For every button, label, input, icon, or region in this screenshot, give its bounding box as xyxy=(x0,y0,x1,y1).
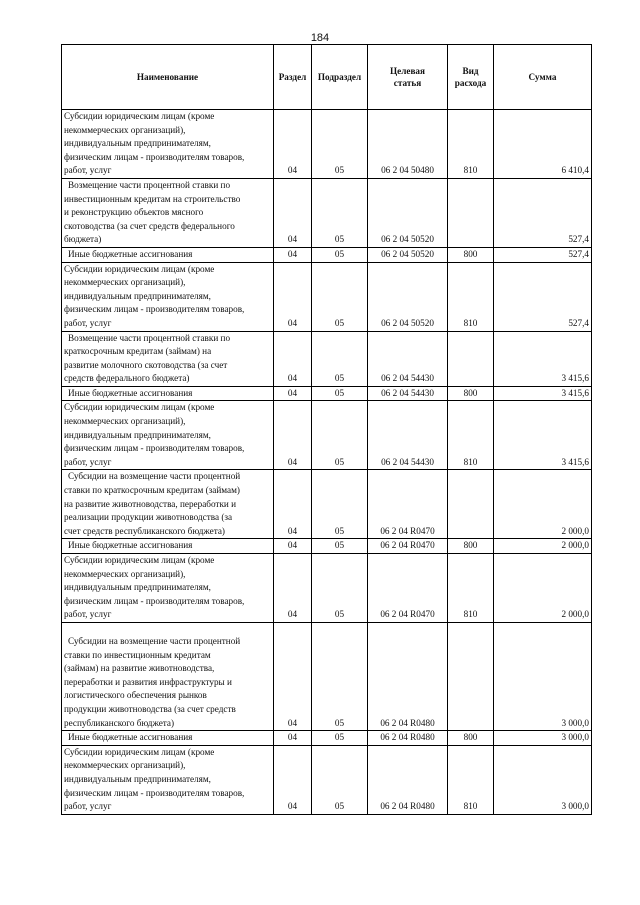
row-section: 04 xyxy=(274,539,312,554)
row-expense-type xyxy=(448,470,494,539)
row-expense-type: 810 xyxy=(448,262,494,331)
table-row xyxy=(62,539,592,554)
row-subsection: 05 xyxy=(312,745,368,814)
table-row xyxy=(62,731,592,746)
row-subsection: 05 xyxy=(312,554,368,623)
row-amount: 2 000,0 xyxy=(494,539,592,554)
row-section: 04 xyxy=(274,622,312,730)
row-amount: 527,4 xyxy=(494,262,592,331)
row-name: Субсидии на возмещение части процентной ставки по инвестиционным кредитам (займам) на развитие животноводства, переработки и развития инфраструктуры и логистического обеспечения рынков продукции животноводства (за счет средств республиканского бюджета) xyxy=(62,622,274,730)
row-section: 04 xyxy=(274,401,312,470)
table-row xyxy=(62,178,592,247)
row-subsection: 05 xyxy=(312,539,368,554)
row-name: Субсидии юридическим лицам (кроме некоммерческих организаций), индивидуальным предпринимателям, физическим лицам - производителям товаров, работ, услуг xyxy=(62,110,274,179)
table-row xyxy=(62,622,592,730)
table-row xyxy=(62,110,592,179)
row-amount: 3 000,0 xyxy=(494,622,592,730)
table-header-row xyxy=(62,45,592,110)
row-amount: 2 000,0 xyxy=(494,470,592,539)
table-row xyxy=(62,386,592,401)
row-target: 06 2 04 50520 xyxy=(368,247,448,262)
row-target: 06 2 04 R0470 xyxy=(368,470,448,539)
row-section: 04 xyxy=(274,331,312,386)
table-row xyxy=(62,745,592,814)
row-expense-type: 810 xyxy=(448,745,494,814)
row-section: 04 xyxy=(274,470,312,539)
row-target: 06 2 04 50520 xyxy=(368,178,448,247)
row-name: Иные бюджетные ассигнования xyxy=(62,386,274,401)
row-target: 06 2 04 50520 xyxy=(368,262,448,331)
row-name: Иные бюджетные ассигнования xyxy=(62,247,274,262)
row-target: 06 2 04 R0470 xyxy=(368,554,448,623)
row-amount: 3 415,6 xyxy=(494,401,592,470)
row-subsection: 05 xyxy=(312,110,368,179)
row-amount: 2 000,0 xyxy=(494,554,592,623)
table-row xyxy=(62,247,592,262)
row-expense-type: 800 xyxy=(448,247,494,262)
row-subsection: 05 xyxy=(312,247,368,262)
table-row xyxy=(62,554,592,623)
row-target: 06 2 04 R0480 xyxy=(368,731,448,746)
row-amount: 527,4 xyxy=(494,247,592,262)
row-section: 04 xyxy=(274,386,312,401)
header-target: Целевая статья xyxy=(368,45,448,110)
row-subsection: 05 xyxy=(312,386,368,401)
row-section: 04 xyxy=(274,178,312,247)
row-name: Иные бюджетные ассигнования xyxy=(62,731,274,746)
row-amount: 3 415,6 xyxy=(494,386,592,401)
row-section: 04 xyxy=(274,745,312,814)
table-row xyxy=(62,470,592,539)
row-amount: 3 415,6 xyxy=(494,331,592,386)
row-name: Субсидии юридическим лицам (кроме некоммерческих организаций), индивидуальным предпринимателям, физическим лицам - производителям товаров, работ, услуг xyxy=(62,262,274,331)
row-name: Субсидии юридическим лицам (кроме некоммерческих организаций), индивидуальным предпринимателям, физическим лицам - производителям товаров, работ, услуг xyxy=(62,401,274,470)
row-section: 04 xyxy=(274,247,312,262)
row-section: 04 xyxy=(274,262,312,331)
row-subsection: 05 xyxy=(312,262,368,331)
row-expense-type: 810 xyxy=(448,110,494,179)
row-target: 06 2 04 54430 xyxy=(368,331,448,386)
row-expense-type: 810 xyxy=(448,401,494,470)
row-section: 04 xyxy=(274,731,312,746)
row-subsection: 05 xyxy=(312,178,368,247)
row-subsection: 05 xyxy=(312,731,368,746)
row-name: Возмещение части процентной ставки по краткосрочным кредитам (займам) на развитие молочного скотоводства (за счет средств федерального бюджета) xyxy=(62,331,274,386)
header-subsection: Подраздел xyxy=(312,45,368,110)
header-section: Раздел xyxy=(274,45,312,110)
row-expense-type: 800 xyxy=(448,539,494,554)
row-name: Субсидии юридическим лицам (кроме некоммерческих организаций), индивидуальным предпринимателям, физическим лицам - производителям товаров, работ, услуг xyxy=(62,554,274,623)
row-expense-type xyxy=(448,331,494,386)
row-name: Субсидии юридическим лицам (кроме некоммерческих организаций), индивидуальным предпринимателям, физическим лицам - производителям товаров, работ, услуг xyxy=(62,745,274,814)
row-name: Иные бюджетные ассигнования xyxy=(62,539,274,554)
header-name: Наименование xyxy=(62,45,274,110)
row-name: Субсидии на возмещение части процентной ставки по краткосрочным кредитам (займам) на развитие животноводства, переработки и реализации продукции животноводства (за счет средств республиканского бюджета) xyxy=(62,470,274,539)
budget-table xyxy=(61,44,592,815)
table-row xyxy=(62,262,592,331)
row-subsection: 05 xyxy=(312,470,368,539)
row-target: 06 2 04 54430 xyxy=(368,386,448,401)
row-subsection: 05 xyxy=(312,331,368,386)
row-target: 06 2 04 50480 xyxy=(368,110,448,179)
row-expense-type xyxy=(448,178,494,247)
table-row xyxy=(62,401,592,470)
header-amount: Сумма xyxy=(494,45,592,110)
header-expense-type: Вид расхода xyxy=(448,45,494,110)
row-subsection: 05 xyxy=(312,401,368,470)
row-section: 04 xyxy=(274,554,312,623)
row-amount: 3 000,0 xyxy=(494,731,592,746)
row-section: 04 xyxy=(274,110,312,179)
row-target: 06 2 04 R0480 xyxy=(368,622,448,730)
row-expense-type: 800 xyxy=(448,731,494,746)
row-target: 06 2 04 54430 xyxy=(368,401,448,470)
row-amount: 6 410,4 xyxy=(494,110,592,179)
row-amount: 527,4 xyxy=(494,178,592,247)
row-target: 06 2 04 R0470 xyxy=(368,539,448,554)
row-expense-type: 810 xyxy=(448,554,494,623)
row-subsection: 05 xyxy=(312,622,368,730)
row-expense-type xyxy=(448,622,494,730)
row-name: Возмещение части процентной ставки по инвестиционным кредитам на строительство и реконструкцию объектов мясного скотоводства (за счет средств федерального бюджета) xyxy=(62,178,274,247)
page-number: 184 xyxy=(310,32,330,44)
row-expense-type: 800 xyxy=(448,386,494,401)
table-row xyxy=(62,331,592,386)
row-target: 06 2 04 R0480 xyxy=(368,745,448,814)
row-amount: 3 000,0 xyxy=(494,745,592,814)
